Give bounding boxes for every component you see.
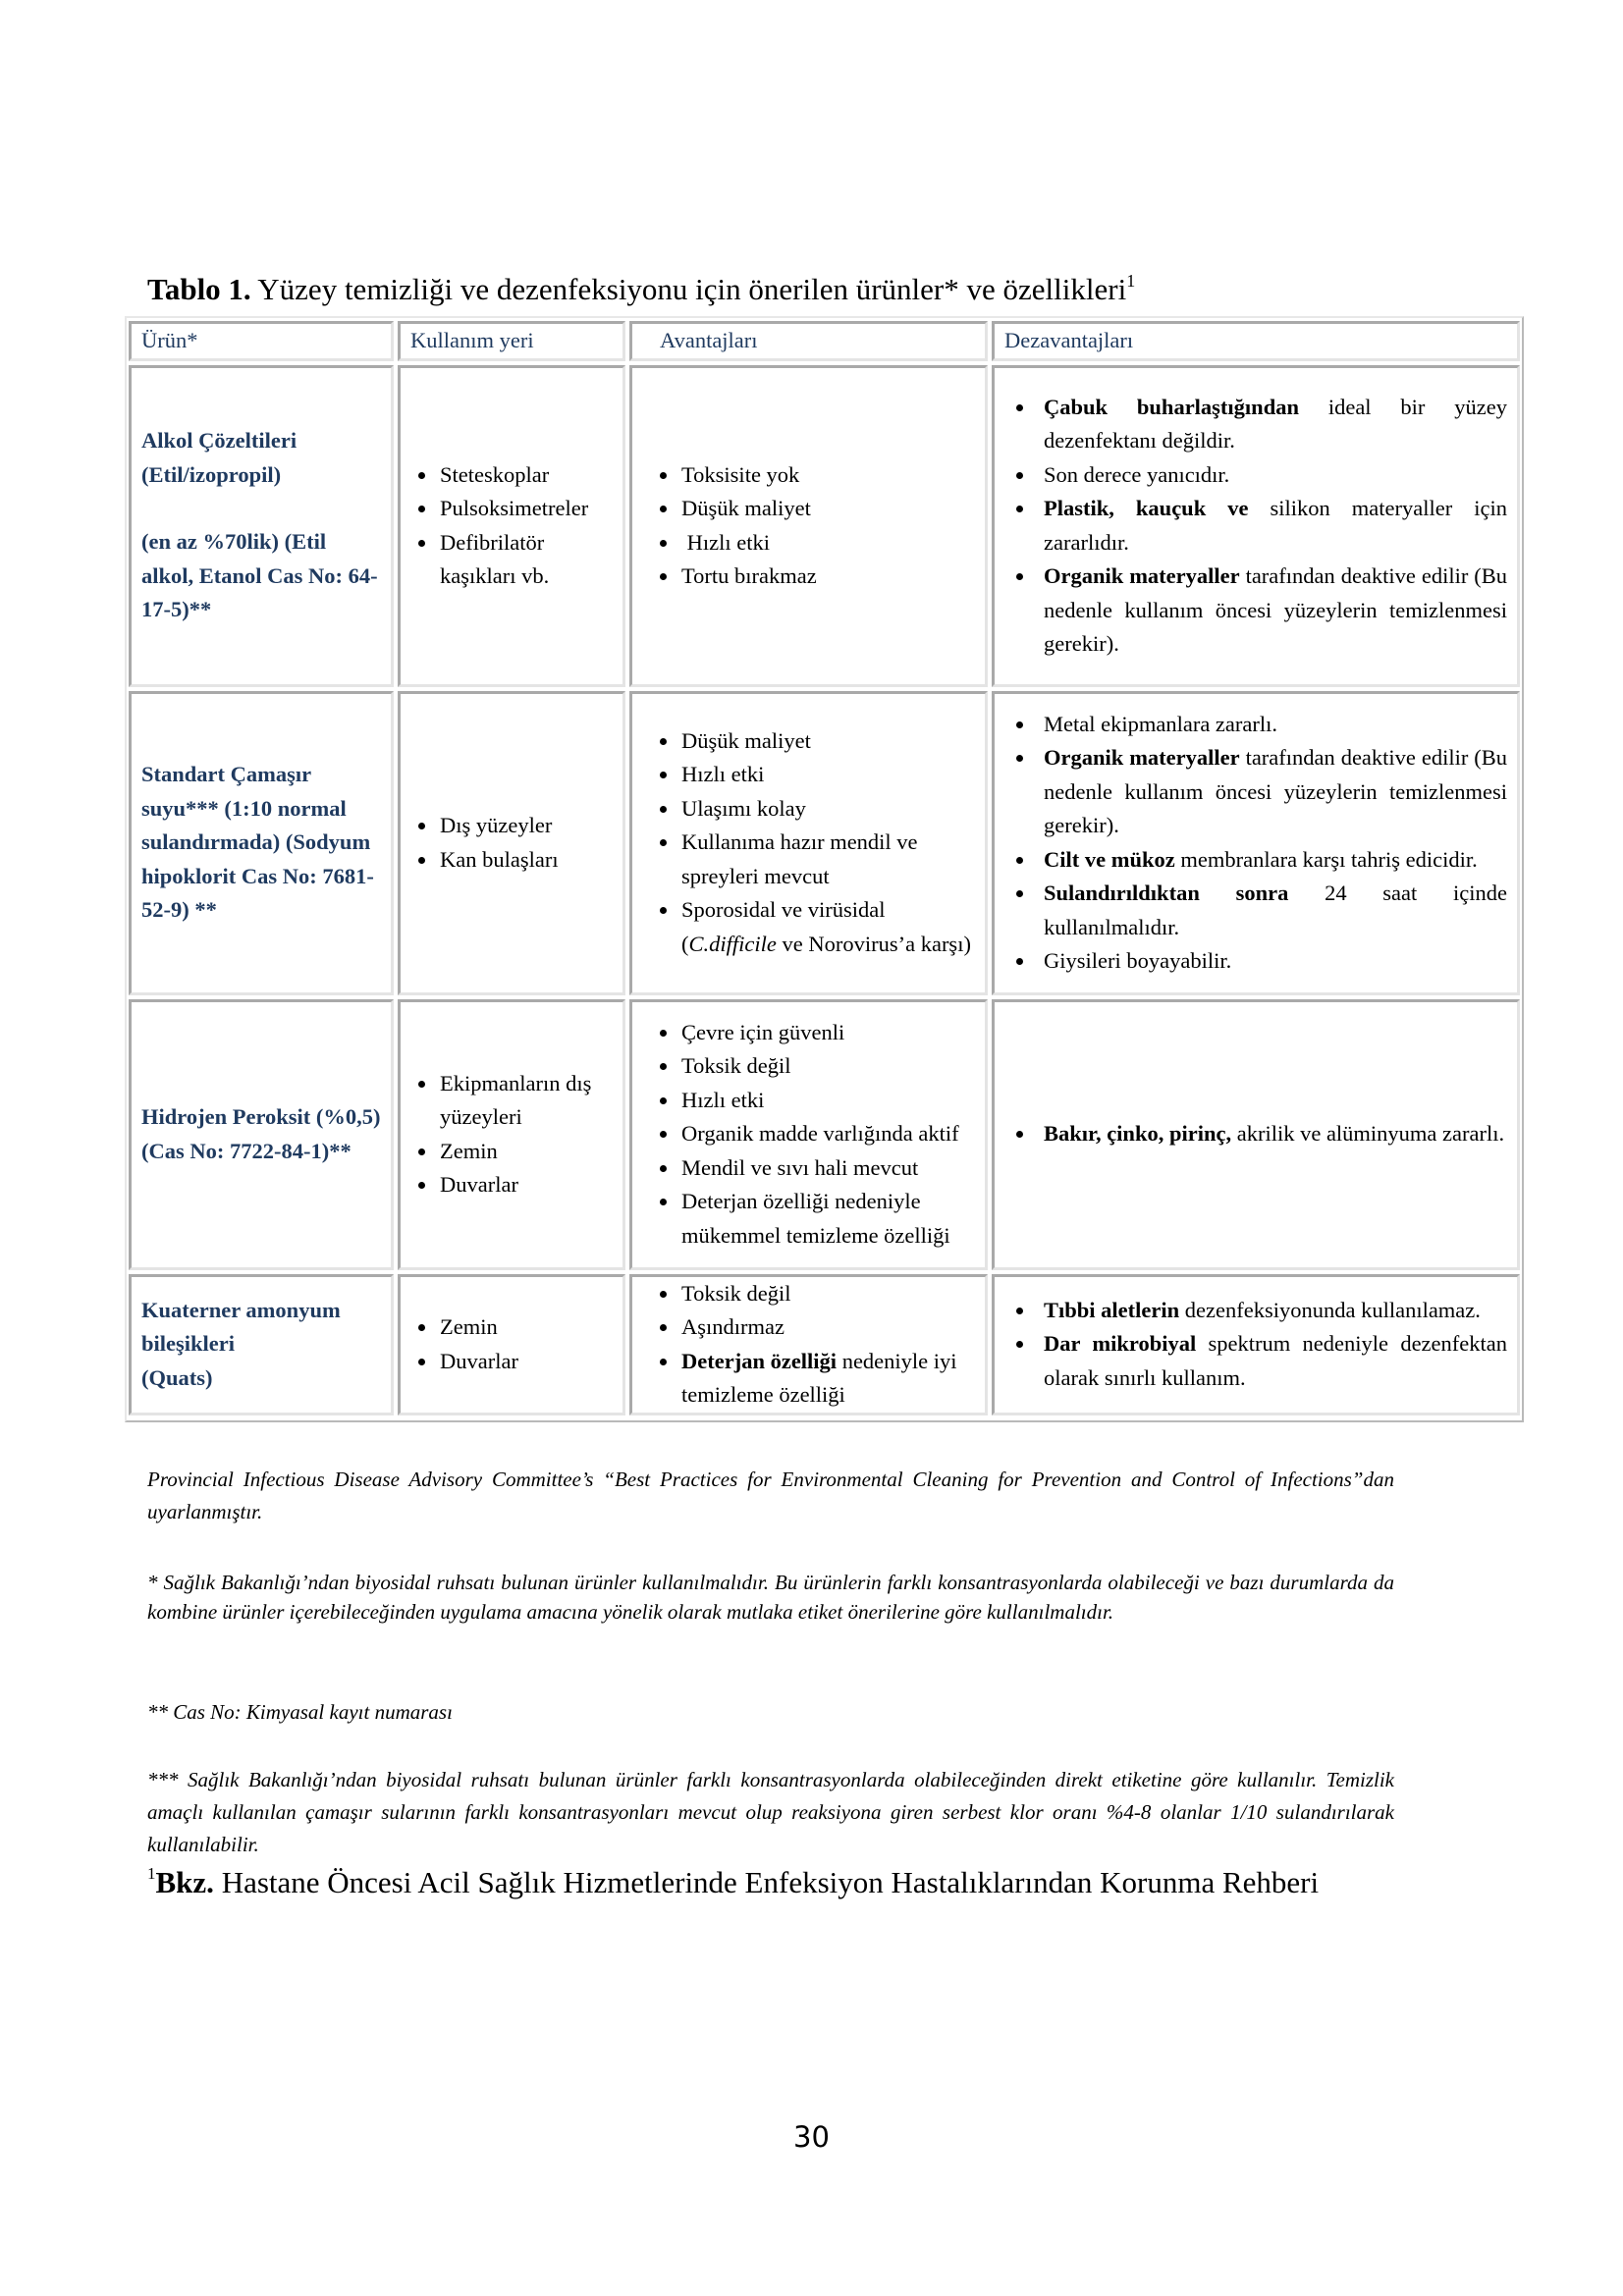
reference-note <box>147 1855 1394 1900</box>
list-item: Ekipmanların dış yüzeyleri <box>440 1067 613 1135</box>
list-item <box>1044 741 1507 843</box>
disadvantages-list <box>1004 391 1507 662</box>
emphasis: Sulandırıldıktan sonra <box>1044 881 1289 905</box>
list-item <box>1044 1327 1507 1395</box>
list-item <box>1044 391 1507 458</box>
list-item <box>1044 1117 1507 1151</box>
table-row <box>129 365 1520 687</box>
list-item: Düşük maliyet <box>681 492 975 526</box>
list-item: Hızlı etki <box>681 526 975 561</box>
usage-cell <box>398 999 625 1270</box>
table-header-row <box>129 321 1520 361</box>
product-line: Kuaterner amonyum bileşikleri <box>141 1297 341 1357</box>
disadvantages-list <box>1004 1117 1507 1151</box>
emphasis: Çabuk buharlaştığından <box>1044 394 1299 419</box>
advantages-list <box>652 458 975 594</box>
emphasis: Organik materyaller <box>1044 745 1240 770</box>
product-line: (Quats) <box>141 1364 213 1390</box>
list-item <box>1044 843 1507 878</box>
spacer <box>141 492 381 525</box>
product-cell <box>129 1274 394 1415</box>
item-text: dezenfeksiyonunda kullanılamaz. <box>1179 1297 1481 1322</box>
organism-name: C.difficile <box>688 931 777 956</box>
footnote-triple-star: *** Sağlık Bakanlığı’ndan biyosidal ruhsatı bulunan ürünler farklı konsantrasyonlarda olabileceğinden direkt etiketine göre kullanılır. Temizlik amaçlı kullanılan çamaşır sularının farklı konsantrasyonları mevcut olup reaksiyona giren serbest klor oranı %4-8 olanlar 1/10 sulandırılarak kullanılabilir. <box>147 1768 1394 1856</box>
list-item: Mendil ve sıvı hali mevcut <box>681 1151 975 1186</box>
item-text: spektrum nedeniyle dezenfektan olarak sınırlı kullanım. <box>1044 1331 1507 1390</box>
emphasis: Plastik, kauçuk ve <box>1044 496 1249 520</box>
list-item <box>1044 492 1507 560</box>
list-item <box>1044 560 1507 662</box>
list-item: Deterjan özelliği nedeniyle mükemmel temizleme özelliği <box>681 1185 975 1253</box>
table-row <box>129 999 1520 1270</box>
advantages-cell <box>629 1274 988 1415</box>
disadvantages-cell <box>992 691 1520 995</box>
list-item <box>1044 1294 1507 1328</box>
list-item: Hızlı etki <box>681 758 975 792</box>
usage-list <box>410 809 613 877</box>
list-item: Duvarlar <box>440 1168 613 1202</box>
product-line: (Etil/izopropil) <box>141 461 282 487</box>
item-text: tarafından deaktive edilir (Bu nedenle kullanım öncesi yüzeylerin temizlenmesi gerekir). <box>1044 745 1507 837</box>
list-item <box>1044 708 1507 742</box>
usage-list <box>410 1310 613 1378</box>
emphasis: Deterjan özelliği <box>681 1348 838 1373</box>
list-item: Zemin <box>440 1310 613 1345</box>
header-usage: Kullanım yeri <box>398 321 625 361</box>
list-item: Düşük maliyet <box>681 724 975 759</box>
item-text: membranlara karşı tahriş edicidir. <box>1174 846 1478 872</box>
disadvantages-cell <box>992 999 1520 1270</box>
footnote-single-star: * Sağlık Bakanlığı’ndan biyosidal ruhsatı bulunan ürünler kullanılmalıdır. Bu ürünlerin farklı konsantrasyonlarda olabileceği ve bazı durumlarda da kombine ürünler içerebileceğinden uygulama amacına yönelik olarak mutlaka etiket önerilerine göre kullanılmalıdır. <box>147 1571 1394 1624</box>
list-item: Kan bulaşları <box>440 843 613 878</box>
item-text: Son derece yanıcıdır. <box>1044 461 1230 487</box>
page-number: 30 <box>793 2120 830 2154</box>
item-text: 24 saat içinde kullanılmalıdır. <box>1044 881 1507 939</box>
emphasis: Organik materyaller <box>1044 563 1240 588</box>
item-text: Sporosidal ve virüsidal ( <box>681 897 886 956</box>
table-row <box>129 691 1520 995</box>
list-item <box>1044 944 1507 979</box>
disadvantages-cell <box>992 365 1520 687</box>
usage-cell <box>398 365 625 687</box>
product-cell: Standart Çamaşır suyu*** (1:10 normal sulandırmada) (Sodyum hipoklorit Cas No: 7681-52-9) ** <box>129 691 394 995</box>
table-caption <box>147 271 1135 307</box>
list-item <box>681 1345 975 1413</box>
list-item: Tortu bırakmaz <box>681 560 975 594</box>
list-item <box>1044 458 1507 493</box>
caption-footnote-marker: 1 <box>1126 271 1136 291</box>
list-item: Kullanıma hazır mendil ve spreyleri mevcut <box>681 826 975 893</box>
advantages-list <box>652 1016 975 1254</box>
list-item: Zemin <box>440 1135 613 1169</box>
disadvantages-list <box>1004 1294 1507 1396</box>
usage-list <box>410 1067 613 1202</box>
disadvantages-cell <box>992 1274 1520 1415</box>
advantages-cell <box>629 365 988 687</box>
reference-text: Hastane Öncesi Acil Sağlık Hizmetlerinde Enfeksiyon Hastalıklarından Korunma Rehberi <box>213 1865 1320 1899</box>
emphasis: Cilt ve mükoz <box>1044 846 1175 872</box>
item-text: Metal ekipmanlara zararlı. <box>1044 711 1277 736</box>
advantages-list <box>652 724 975 962</box>
list-item: Toksisite yok <box>681 458 975 493</box>
list-item: Organik madde varlığında aktif <box>681 1117 975 1151</box>
list-item <box>1044 877 1507 944</box>
product-cell: Hidrojen Peroksit (%0,5) (Cas No: 7722-84-1)** <box>129 999 394 1270</box>
list-item: Ulaşımı kolay <box>681 792 975 827</box>
product-line: Alkol Çözeltileri <box>141 428 298 454</box>
list-item: Aşındırmaz <box>681 1310 975 1345</box>
advantages-cell <box>629 691 988 995</box>
list-item <box>681 893 975 961</box>
list-item: Dış yüzeyler <box>440 809 613 843</box>
reference-label: Bkz. <box>155 1865 214 1899</box>
source-note: Provincial Infectious Disease Advisory Committee’s “Best Practices for Environmental Cleaning for Prevention and Control of Infections”dan uyarlanmıştır. <box>147 1468 1394 1523</box>
products-table <box>125 317 1524 1419</box>
header-advantages: Avantajları <box>629 321 988 361</box>
advantages-list <box>652 1277 975 1413</box>
advantages-cell <box>629 999 988 1270</box>
disadvantages-list <box>1004 708 1507 979</box>
list-item: Defibrilatör kaşıkları vb. <box>440 526 613 594</box>
list-item: Pulsoksimetreler <box>440 492 613 526</box>
usage-cell <box>398 1274 625 1415</box>
usage-cell <box>398 691 625 995</box>
product-cell <box>129 365 394 687</box>
caption-label: Tablo 1. <box>147 272 251 306</box>
header-product: Ürün* <box>129 321 394 361</box>
item-text: Giysileri boyayabilir. <box>1044 948 1232 973</box>
list-item: Hızlı etki <box>681 1084 975 1118</box>
usage-list <box>410 458 613 594</box>
header-disadvantages: Dezavantajları <box>992 321 1520 361</box>
item-text: akrilik ve alüminyuma zararlı. <box>1231 1121 1505 1147</box>
reference-marker: 1 <box>147 1864 156 1883</box>
item-text: ideal bir yüzey dezenfektanı değildir. <box>1044 394 1507 453</box>
item-text: ve Norovirus’a karşı) <box>776 931 971 956</box>
item-text: nedeniyle iyi temizleme özelliği <box>681 1348 957 1407</box>
item-text: tarafından deaktive edilir (Bu nedenle kullanım öncesi yüzeylerin temizlenmesi gerekir). <box>1044 563 1507 656</box>
footnote-double-star: ** Cas No: Kimyasal kayıt numarası <box>147 1700 453 1724</box>
emphasis: Dar mikrobiyal <box>1044 1331 1197 1357</box>
list-item: Çevre için güvenli <box>681 1016 975 1050</box>
list-item: Toksik değil <box>681 1049 975 1084</box>
emphasis: Tıbbi aletlerin <box>1044 1297 1180 1322</box>
caption-text: Yüzey temizliği ve dezenfeksiyonu için önerilen ürünler* ve özellikleri <box>250 272 1127 306</box>
item-text: silikon materyaller için zararlıdır. <box>1044 496 1507 555</box>
list-item: Toksik değil <box>681 1277 975 1311</box>
list-item: Duvarlar <box>440 1345 613 1379</box>
list-item: Steteskoplar <box>440 458 613 493</box>
table-row <box>129 1274 1520 1415</box>
emphasis: Bakır, çinko, pirinç, <box>1044 1121 1232 1147</box>
product-line: (en az %70lik) (Etil alkol, Etanol Cas No: 64-17-5)** <box>141 529 378 622</box>
